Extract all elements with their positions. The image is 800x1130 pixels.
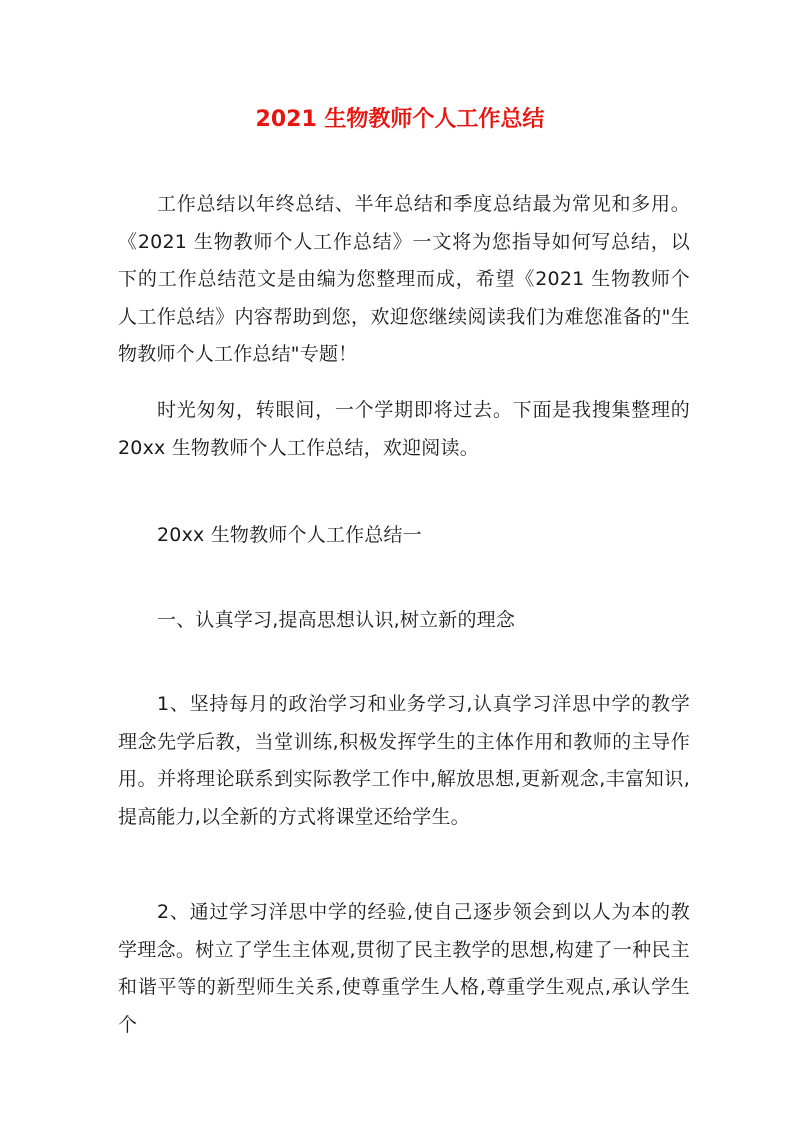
paragraph-intro: 工作总结以年终总结、半年总结和季度总结最为常见和多用。《2021 生物教师个人工作总结》一文将为您指导如何写总结，以下的工作总结范文是由编为您整理而成，希望《2021 生物教师个人工作总结》内容帮助到您，欢迎您继续阅读我们为难您准备的"生物教师个人工作总结"专题！: [118, 193, 690, 365]
document-title: 2021 生物教师个人工作总结: [255, 107, 545, 132]
paragraph-item-2: 2、通过学习洋思中学的经验,使自己逐步领会到以人为本的教学理念。树立了学生主体观,贯彻了民主教学的思想,构建了一种民主和谐平等的新型师生关系,使尊重学生人格,尊重学生观点,承认学生个: [118, 901, 690, 1036]
subsection-heading: 一、认真学习,提高思想认识,树立新的理念: [157, 609, 516, 631]
paragraph-time-passes: 时光匆匆，转眼间，一个学期即将过去。下面是我搜集整理的 20xx 生物教师个人工作总结，欢迎阅读。: [118, 399, 690, 459]
paragraph-item-1: 1、坚持每月的政治学习和业务学习,认真学习洋思中学的教学理念先学后教，当堂训练,积极发挥学生的主体作用和教师的主导作用。并将理论联系到实际教学工作中,解放思想,更新观念,丰富知识,提高能力,以全新的方式将课堂还给学生。: [118, 693, 690, 828]
section-heading: 20xx 生物教师个人工作总结一: [157, 524, 422, 546]
